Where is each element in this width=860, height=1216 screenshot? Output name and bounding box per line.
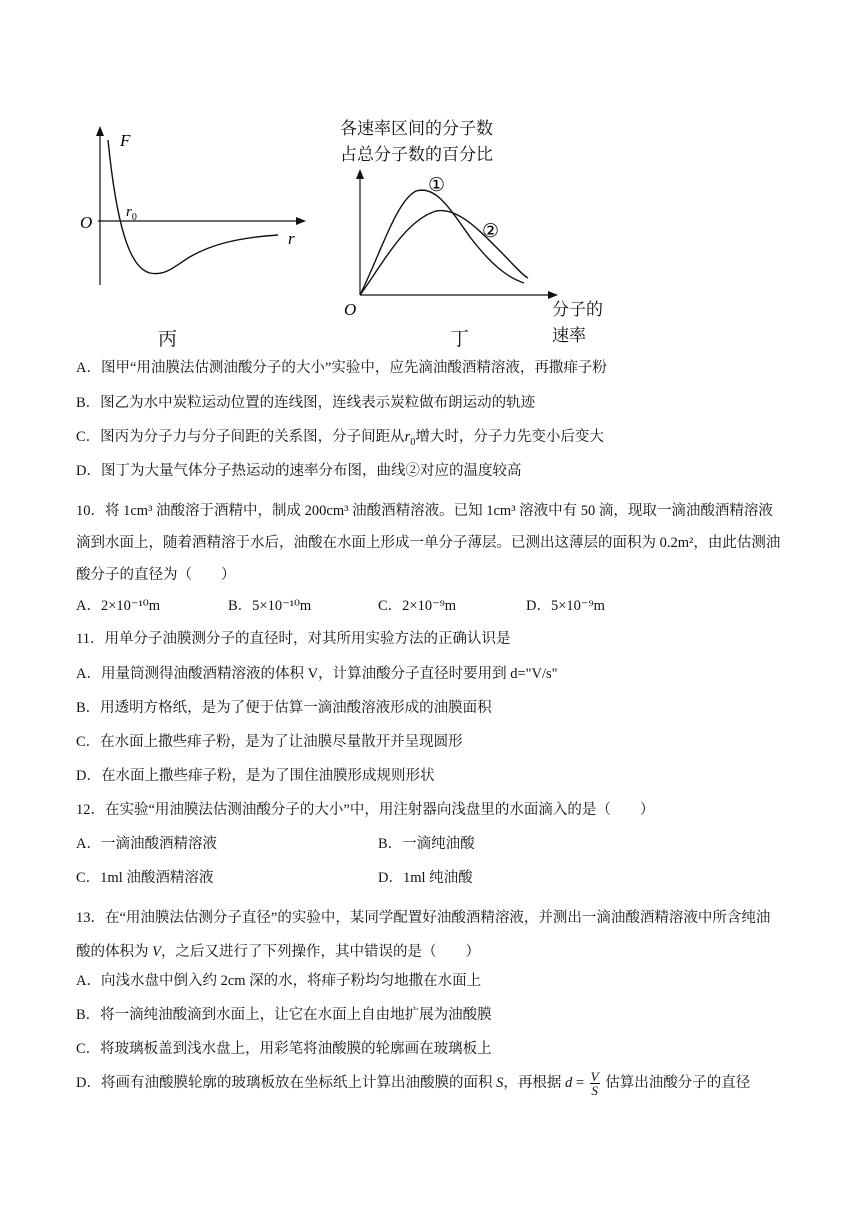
q9-option-b: B．图乙为水中炭粒运动位置的连线图，连线表示炭粒做布朗运动的轨迹 [76, 395, 536, 411]
q11-option-c: C．在水面上撒些痱子粉，是为了让油膜尽量散开并呈现圆形 [76, 734, 463, 750]
q12-option-b: B．一滴纯油酸 [378, 836, 475, 852]
q9-c-pre: C．图丙为分子力与分子间距的关系图，分子间距从 [76, 429, 405, 445]
q9-c-sub: 0 [410, 436, 416, 448]
q13-option-d [76, 1068, 750, 1098]
q13-d-eq: = [572, 1075, 588, 1091]
force-curve [108, 140, 278, 274]
y-axis [356, 169, 364, 295]
x-axis [360, 291, 558, 299]
q13-stem [76, 901, 782, 969]
y-label-line1: 各速率区间的分子数 [340, 119, 493, 139]
q13-option-b: B．将一滴纯油酸滴到水面上，让它在水面上自由地扩展为油酸膜 [76, 1007, 492, 1023]
fraction-denominator: S [591, 1083, 598, 1099]
figure-ding-speed-distribution [340, 165, 570, 325]
q13-stem-pre: 13．在“用油膜法估测分子直径”的实验中，某同学配置好油酸酒精溶液，并测出一滴油酸酒精溶液中所含纯油酸的体积为 [76, 910, 771, 960]
fraction-numerator: V [590, 1069, 599, 1085]
y-axis [96, 126, 104, 285]
q12-option-d: D．1ml 纯油酸 [378, 870, 473, 886]
q10-option-a: A．2×10⁻¹⁰m [76, 598, 160, 614]
q12-option-c: C．1ml 油酸酒精溶液 [76, 870, 214, 886]
q10-option-c: C．2×10⁻⁹m [378, 598, 457, 614]
x-label-line1: 分子的 [552, 300, 603, 320]
q10-stem: 10．将 1cm³ 油酸溶于酒精中，制成 200cm³ 油酸酒精溶液。已知 1cm³ 溶液中有 50 滴，现取一滴油酸酒精溶液滴到水面上，随着酒精溶于水后，油酸在水面上形成一单分子薄层。已测出这薄层的面积为 0.2m²，由此估测油酸分子的直径为（ ） [76, 503, 781, 583]
curve-2-label: ② [482, 221, 500, 242]
curve-1 [360, 190, 524, 295]
q10-option-b: B．5×10⁻¹⁰m [228, 598, 312, 614]
q11-option-a: A．用量筒测得油酸酒精溶液的体积 V，计算油酸分子直径时要用到 d="V/s" [76, 666, 558, 682]
figure-bing-force-distance [78, 120, 318, 300]
q13-d-pre: D．将画有油酸膜轮廓的玻璃板放在坐标纸上计算出油酸膜的面积 [76, 1075, 497, 1091]
q13-stem-post: ，之后又进行了下列操作，其中错误的是（ ） [160, 944, 480, 960]
y-axis-label-F: F [120, 131, 131, 150]
q9-c-post: 增大时，分子力先变小后变大 [415, 429, 604, 445]
q12-stem: 12．在实验“用油膜法估测油酸分子的大小”中，用注射器向浅盘里的水面滴入的是（ ） [76, 802, 655, 818]
q9-option-d: D．图丁为大量气体分子热运动的速率分布图，曲线②对应的温度较高 [76, 463, 522, 479]
figure-ding-x-label [552, 297, 603, 349]
origin-label: O [80, 213, 93, 232]
x-axis-label-r: r [288, 229, 295, 248]
q12-option-a: A．一滴油酸酒精溶液 [76, 836, 217, 852]
q10-option-d: D．5×10⁻⁹m [526, 598, 605, 614]
curve-2 [360, 211, 528, 295]
figure-ding-y-label [340, 116, 493, 168]
q13-d-mid: ，再根据 [503, 1075, 565, 1091]
caption-ding: 丁 [450, 328, 470, 350]
q9-c-r: r [404, 429, 411, 445]
q11-option-b: B．用透明方格纸，是为了便于估算一滴油酸溶液形成的油膜面积 [76, 700, 492, 716]
caption-bing: 丙 [158, 328, 178, 350]
q13-option-c: C．将玻璃板盖到浅水盘上，用彩笔将油酸膜的轮廓画在玻璃板上 [76, 1041, 492, 1057]
q11-stem: 11．用单分子油膜测分子的直径时，对其所用实验方法的正确认识是 [76, 631, 511, 647]
curve-1-label: ① [428, 175, 446, 196]
origin-label: O [344, 300, 357, 319]
q9-option-a: A．图甲“用油膜法估测油酸分子的大小”实验中，应先滴油酸酒精溶液，再撒痱子粉 [76, 360, 607, 376]
q13-stem-var: V [152, 944, 161, 960]
q13-d-S: S [496, 1075, 504, 1091]
x-label-line2: 速率 [552, 326, 586, 346]
q13-option-a: A．向浅水盘中倒入约 2cm 深的水，将痱子粉均匀地撒在水面上 [76, 973, 482, 989]
y-label-line2: 占总分子数的百分比 [340, 145, 493, 165]
r0-label: $r_0$ [126, 204, 137, 223]
q13-d-post: 估算出油酸分子的直径 [601, 1075, 751, 1091]
fraction-V-over-S [590, 1070, 600, 1097]
q13-d-d: d [564, 1075, 573, 1091]
q9-option-c [76, 426, 604, 454]
q11-option-d: D．在水面上撒些痱子粉，是为了围住油膜形成规则形状 [76, 768, 435, 784]
